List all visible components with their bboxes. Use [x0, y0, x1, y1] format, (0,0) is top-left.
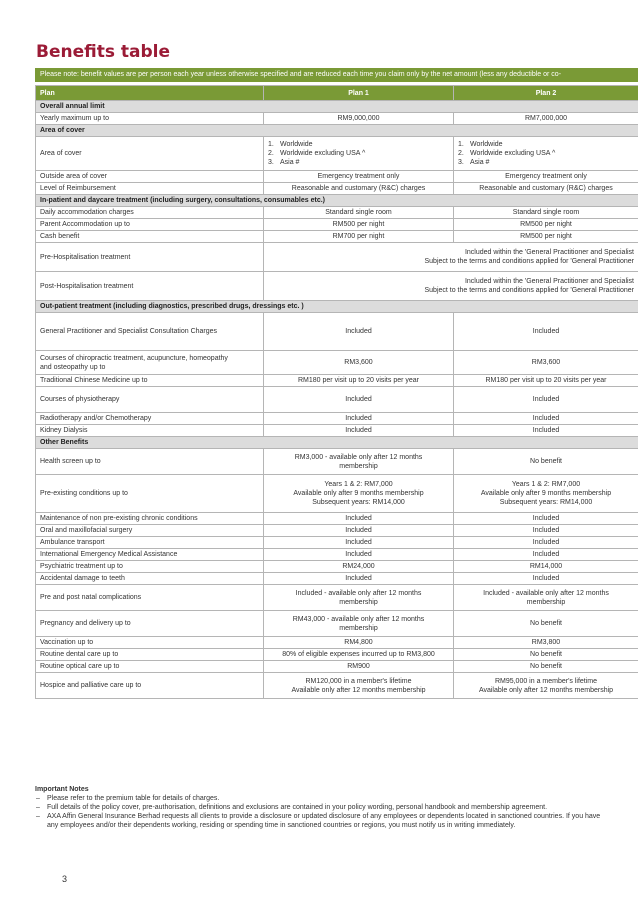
benefit-value-plan-1: Included [264, 413, 454, 425]
table-row [36, 171, 638, 183]
benefit-label: Courses of chiropractic treatment, acupuncture, homeopathy and osteopathy up to [36, 351, 264, 375]
benefit-label: Courses of physiotherapy [36, 387, 264, 413]
list-text: Worldwide [470, 141, 503, 148]
list-item [268, 149, 449, 158]
list-text: Worldwide [280, 141, 313, 148]
note-item: – Please refer to the premium table for details of charges. [35, 794, 603, 803]
benefit-value-plan-1: Included [264, 425, 454, 437]
benefit-value-plan-2: Included [454, 549, 638, 561]
table-row [36, 272, 638, 301]
area-of-cover-list [458, 140, 634, 167]
section-heading: Out-patient treatment (including diagnostics, prescribed drugs, dressings etc. ) [36, 301, 638, 313]
list-item [268, 158, 449, 167]
section-row [36, 101, 638, 113]
benefit-value-plan-2: Emergency treatment only [454, 171, 638, 183]
benefit-label: Accidental damage to teeth [36, 573, 264, 585]
area-of-cover-list [268, 140, 449, 167]
benefit-value-plan-2: Included [454, 537, 638, 549]
benefit-value-plan-1: Reasonable and customary (R&C) charges [264, 183, 454, 195]
benefit-value-plan-1: RM500 per night [264, 219, 454, 231]
section-row [36, 195, 638, 207]
section-heading: In-patient and daycare treatment (including surgery, consultations, consumables etc.) [36, 195, 638, 207]
benefit-value-plan-2: Included [454, 513, 638, 525]
benefit-label: Kidney Dialysis [36, 425, 264, 437]
benefit-label: Psychiatric treatment up to [36, 561, 264, 573]
benefit-value-plan-1 [264, 137, 454, 171]
section-heading: Area of cover [36, 125, 638, 137]
benefit-value-plan-1: Included [264, 573, 454, 585]
list-number: 1. [458, 141, 464, 148]
list-text: Worldwide excluding USA ^ [470, 150, 556, 157]
benefit-value-plan-2: Reasonable and customary (R&C) charges [454, 183, 638, 195]
table-row [36, 449, 638, 475]
benefit-value-plan-2: Included [454, 413, 638, 425]
benefit-label: Pre and post natal complications [36, 585, 264, 611]
benefit-value-plan-1: RM4,800 [264, 637, 454, 649]
benefit-label: Health screen up to [36, 449, 264, 475]
benefit-value-plan-2: No benefit [454, 649, 638, 661]
table-row [36, 573, 638, 585]
benefit-label: Level of Reimbursement [36, 183, 264, 195]
list-item [458, 158, 634, 167]
table-row [36, 231, 638, 243]
benefit-value-plan-2: Included - available only after 12 months membership [454, 585, 638, 611]
table-row [36, 137, 638, 171]
benefit-value-plan-1: Included [264, 313, 454, 351]
benefit-value-plan-2: Included [454, 573, 638, 585]
benefit-value-plan-2: RM3,600 [454, 351, 638, 375]
list-item [268, 140, 449, 149]
table-row [36, 513, 638, 525]
table-row [36, 611, 638, 637]
section-heading: Other Benefits [36, 437, 638, 449]
column-header-plan-2: Plan 2 [454, 86, 638, 101]
benefit-label: Maintenance of non pre-existing chronic conditions [36, 513, 264, 525]
benefit-label: Oral and maxillofacial surgery [36, 525, 264, 537]
benefit-value-plan-2: Included [454, 313, 638, 351]
benefit-value-plan-1: Emergency treatment only [264, 171, 454, 183]
benefits-table-body [36, 101, 638, 699]
benefit-value-plan-1: RM700 per night [264, 231, 454, 243]
benefit-value-plan-1: RM120,000 in a member's lifetime Available only after 12 months membership [264, 673, 454, 699]
benefit-value-plan-2: No benefit [454, 611, 638, 637]
benefit-value-plan-1: Years 1 & 2: RM7,000 Available only after 9 months membership Subsequent years: RM14,000 [264, 475, 454, 513]
benefit-value-plan-2 [454, 137, 638, 171]
benefit-label: Area of cover [36, 137, 264, 171]
benefit-value-plan-2: Included [454, 387, 638, 413]
benefit-value-plan-2: RM3,800 [454, 637, 638, 649]
benefit-value-plan-1: Included [264, 387, 454, 413]
benefit-value-plan-1: RM3,600 [264, 351, 454, 375]
benefit-label: International Emergency Medical Assistance [36, 549, 264, 561]
benefit-label: Parent Accommodation up to [36, 219, 264, 231]
list-number: 3. [268, 159, 274, 166]
benefit-value-plan-1: RM9,000,000 [264, 113, 454, 125]
list-number: 1. [268, 141, 274, 148]
column-header-plan-1: Plan 1 [264, 86, 454, 101]
list-item [458, 149, 634, 158]
table-row [36, 525, 638, 537]
benefit-value-plan-1: RM43,000 - available only after 12 months membership [264, 611, 454, 637]
section-row [36, 125, 638, 137]
benefit-value-both-plans: Included within the 'General Practitioner and Specialist Subject to the terms and conditions applied for 'General Practitioner [264, 243, 638, 272]
benefit-value-plan-2: Years 1 & 2: RM7,000 Available only after 9 months membership Subsequent years: RM14,000 [454, 475, 638, 513]
important-notes-heading: Important Notes [35, 786, 89, 793]
benefit-value-plan-1: RM900 [264, 661, 454, 673]
list-text: Worldwide excluding USA ^ [280, 150, 366, 157]
benefit-value-plan-1: Included [264, 513, 454, 525]
benefit-value-plan-2: RM180 per visit up to 20 visits per year [454, 375, 638, 387]
benefit-label: Pregnancy and delivery up to [36, 611, 264, 637]
benefit-value-plan-2: No benefit [454, 661, 638, 673]
table-row [36, 351, 638, 375]
benefit-value-plan-1: 80% of eligible expenses incurred up to RM3,800 [264, 649, 454, 661]
list-item [458, 140, 634, 149]
table-row [36, 637, 638, 649]
important-notes [35, 785, 603, 830]
list-number: 2. [268, 150, 274, 157]
benefit-label: Routine optical care up to [36, 661, 264, 673]
benefit-label: Pre-Hospitalisation treatment [36, 243, 264, 272]
benefit-value-plan-2: RM7,000,000 [454, 113, 638, 125]
benefit-label: Vaccination up to [36, 637, 264, 649]
page-number: 3 [62, 874, 68, 884]
benefit-value-both-plans: Included within the 'General Practitioner and Specialist Subject to the terms and conditions applied for 'General Practitioner [264, 272, 638, 301]
table-row [36, 673, 638, 699]
benefit-label: Yearly maximum up to [36, 113, 264, 125]
list-text: Asia # [470, 159, 490, 166]
important-notes-list [35, 794, 603, 830]
benefit-label: Pre-existing conditions up to [36, 475, 264, 513]
benefit-label: General Practitioner and Specialist Consultation Charges [36, 313, 264, 351]
benefit-value-plan-2: Included [454, 425, 638, 437]
table-row [36, 219, 638, 231]
benefit-label: Outside area of cover [36, 171, 264, 183]
table-row [36, 413, 638, 425]
list-number: 2. [458, 150, 464, 157]
table-row [36, 207, 638, 219]
benefit-label: Radiotherapy and/or Chemotherapy [36, 413, 264, 425]
benefit-label: Cash benefit [36, 231, 264, 243]
note-item: – AXA Affin General Insurance Berhad requests all clients to provide a disclosure or updated disclosure of any employees or dependents located in sanctioned countries. If you have any employees and/or their dependents working, residing or spending time in sanctioned countries or regions, you must notify us in writing immediately. [35, 812, 603, 830]
benefit-value-plan-1: Included [264, 525, 454, 537]
table-header-row [36, 86, 638, 101]
benefit-value-plan-2: RM500 per night [454, 231, 638, 243]
list-number: 3. [458, 159, 464, 166]
benefit-value-plan-1: Standard single room [264, 207, 454, 219]
benefit-value-plan-1: RM180 per visit up to 20 visits per year [264, 375, 454, 387]
table-row [36, 243, 638, 272]
benefit-value-plan-1: RM3,000 - available only after 12 months membership [264, 449, 454, 475]
benefit-value-plan-1: Included [264, 537, 454, 549]
table-row [36, 549, 638, 561]
benefit-value-plan-2: Included [454, 525, 638, 537]
note-item: – Full details of the policy cover, pre-authorisation, definitions and exclusions are contained in your policy wording, personal handbook and membership agreement. [35, 803, 603, 812]
table-row [36, 537, 638, 549]
benefit-label: Ambulance transport [36, 537, 264, 549]
section-heading: Overall annual limit [36, 101, 638, 113]
table-row [36, 387, 638, 413]
list-text: Asia # [280, 159, 300, 166]
table-row [36, 475, 638, 513]
table-row [36, 313, 638, 351]
benefit-label: Traditional Chinese Medicine up to [36, 375, 264, 387]
benefit-label: Routine dental care up to [36, 649, 264, 661]
section-row [36, 437, 638, 449]
table-row [36, 661, 638, 673]
table-row [36, 649, 638, 661]
benefit-value-plan-1: RM24,000 [264, 561, 454, 573]
column-header-plan: Plan [36, 86, 264, 101]
benefit-value-plan-1: Included [264, 549, 454, 561]
section-row [36, 301, 638, 313]
page-title: Benefits table [36, 42, 171, 62]
benefit-value-plan-2: RM500 per night [454, 219, 638, 231]
benefit-value-plan-1: Included - available only after 12 months membership [264, 585, 454, 611]
benefit-value-plan-2: Standard single room [454, 207, 638, 219]
table-row [36, 561, 638, 573]
benefit-label: Post-Hospitalisation treatment [36, 272, 264, 301]
benefit-value-plan-2: RM14,000 [454, 561, 638, 573]
benefits-note: Please note: benefit values are per person each year unless otherwise specified and are reduced each time you claim only by the net amount (less any deductible or co- [35, 68, 638, 82]
table-row [36, 425, 638, 437]
benefit-label: Hospice and palliative care up to [36, 673, 264, 699]
benefit-value-plan-2: No benefit [454, 449, 638, 475]
table-row [36, 113, 638, 125]
benefits-table [35, 85, 638, 699]
table-row [36, 183, 638, 195]
benefit-label: Daily accommodation charges [36, 207, 264, 219]
table-row [36, 375, 638, 387]
table-row [36, 585, 638, 611]
benefit-value-plan-2: RM95,000 in a member's lifetime Available only after 12 months membership [454, 673, 638, 699]
